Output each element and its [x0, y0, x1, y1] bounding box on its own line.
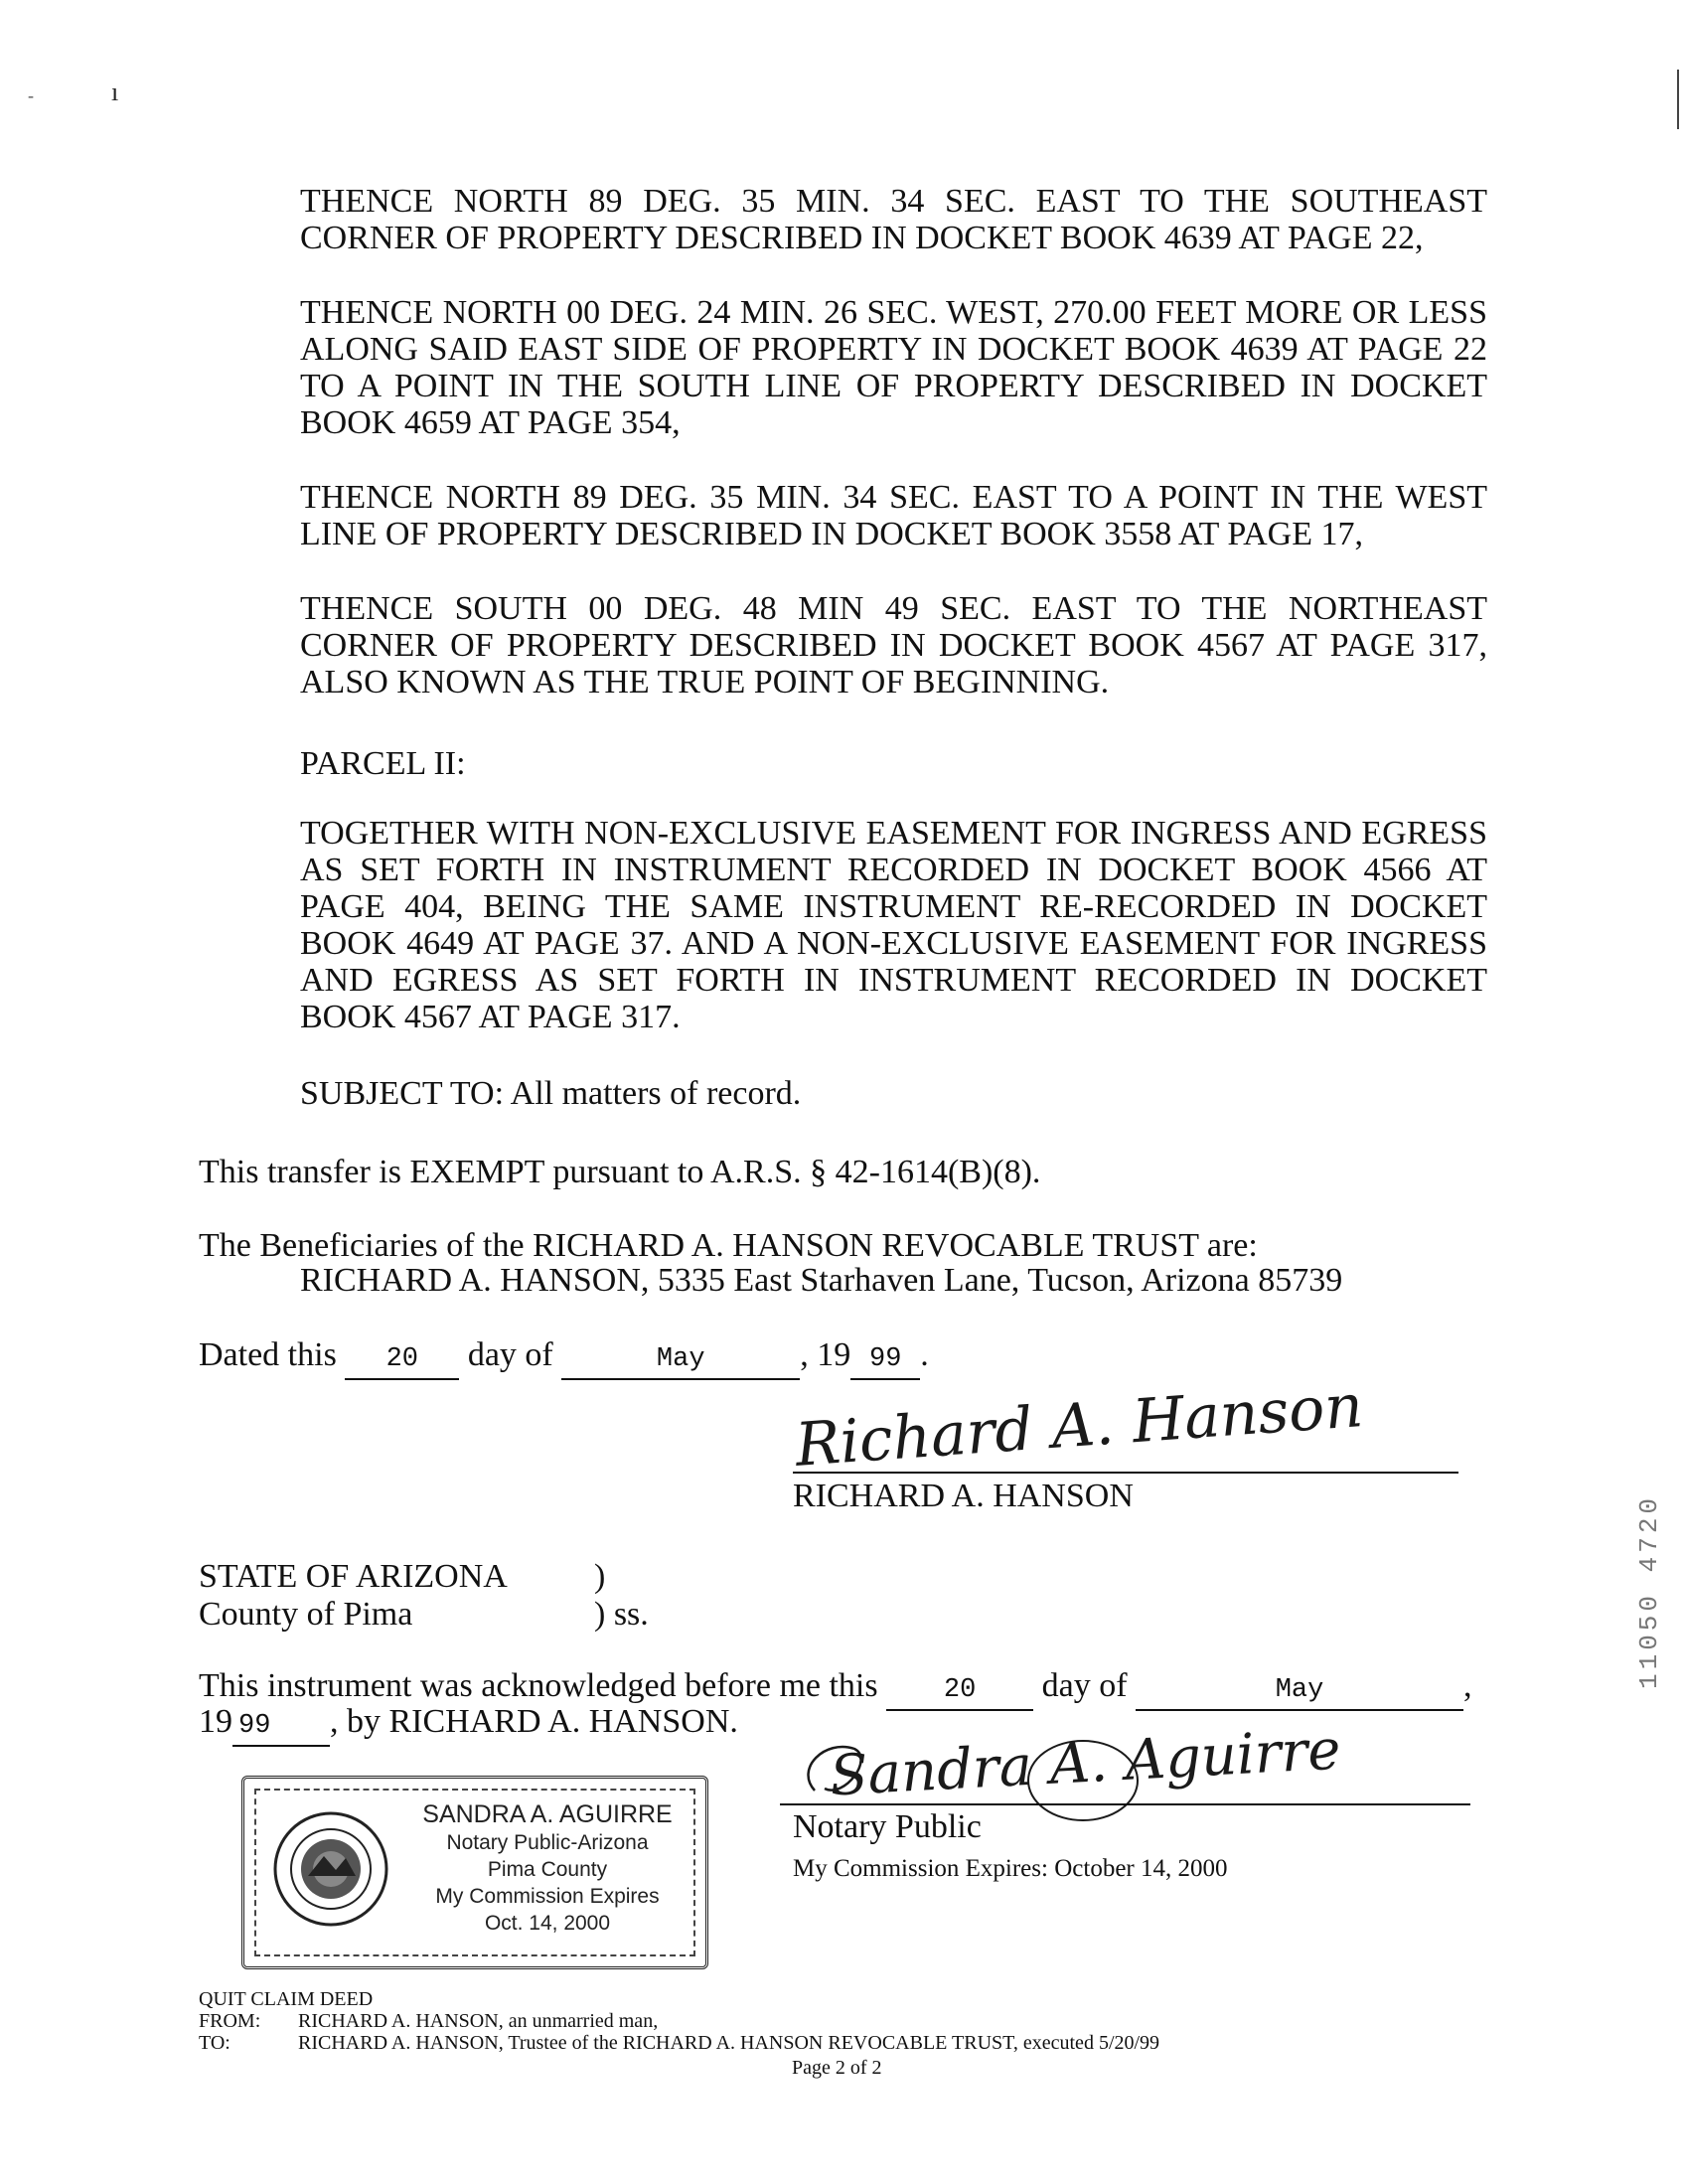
dated-line [199, 1336, 929, 1380]
scan-mark: - [28, 85, 34, 105]
dated-year: 99 [850, 1340, 920, 1380]
ack-suffix: , by RICHARD A. HANSON. [330, 1703, 738, 1740]
stamp-date: Oct. 14, 2000 [484, 1912, 611, 1935]
stamp-title: Notary Public-Arizona [446, 1831, 649, 1854]
paragraph-course-2: THENCE NORTH 00 DEG. 24 MIN. 26 SEC. WEST, 270.00 FEET MORE OR LESS ALONG SAID EAST SIDE OF PROPERTY IN DOCKET BOOK 4639 AT PAGE 22 TO A POINT IN THE SOUTH LINE OF PROPERTY DESCRIBED IN DOCKET BOOK 4659 AT PAGE 354, [300, 294, 1487, 441]
grantor-signature-line [793, 1472, 1458, 1474]
paragraph-course-3: THENCE NORTH 89 DEG. 35 MIN. 34 SEC. EAST TO A POINT IN THE WEST LINE OF PROPERTY DESCRIBED IN DOCKET BOOK 3558 AT PAGE 17, [300, 479, 1487, 552]
recording-number: 11050 4720 [1634, 1493, 1664, 1689]
stamp-county: Pima County [487, 1858, 608, 1881]
commission-date: October 14, 2000 [1054, 1855, 1228, 1882]
venue-ss: ) ss. [594, 1596, 649, 1633]
footer-to-label: TO: [199, 2032, 230, 2054]
paragraph-course-4: THENCE SOUTH 00 DEG. 48 MIN 49 SEC. EAST TO THE NORTHEAST CORNER OF PROPERTY DESCRIBED IN DOCKET BOOK 4567 AT PAGE 317, ALSO KNOWN AS THE TRUE POINT OF BEGINNING. [300, 590, 1487, 701]
ack-comma: , [1463, 1667, 1472, 1704]
scan-mark: ı [111, 78, 119, 106]
page-number: Page 2 of 2 [792, 2057, 882, 2079]
ack-day: 20 [886, 1671, 1033, 1711]
paragraph-easement: TOGETHER WITH NON-EXCLUSIVE EASEMENT FOR INGRESS AND EGRESS AS SET FORTH IN INSTRUMENT RECORDED IN DOCKET BOOK 4566 AT PAGE 404, BEING THE SAME INSTRUMENT RE-RECORDED IN DOCKET BOOK 4649 AT PAGE 37. AND A NON-EXCLUSIVE EASEMENT FOR INGRESS AND EGRESS AS SET FORTH IN INSTRUMENT RECORDED IN DOCKET BOOK 4567 AT PAGE 317. [300, 815, 1487, 1035]
notary-signature-line [780, 1803, 1470, 1805]
dated-prefix: Dated this [199, 1336, 337, 1373]
venue-paren: ) [594, 1558, 606, 1595]
footer-doc-type: QUIT CLAIM DEED [199, 1988, 374, 2010]
state-seal-icon [272, 1810, 389, 1928]
grantor-name: RICHARD A. HANSON [793, 1478, 1134, 1514]
venue-county: County of Pima [199, 1596, 413, 1633]
commission-label: My Commission Expires: [793, 1855, 1048, 1882]
footer-from-value: RICHARD A. HANSON, an unmarried man, [298, 2010, 659, 2032]
ack-year-prefix: 19 [199, 1703, 232, 1740]
acknowledgment-line-2 [199, 1703, 738, 1747]
footer-to-value: RICHARD A. HANSON, Trustee of the RICHARD A. HANSON REVOCABLE TRUST, executed 5/20/99 [298, 2032, 1160, 2054]
beneficiary-line: RICHARD A. HANSON, 5335 East Starhaven Lane, Tucson, Arizona 85739 [300, 1262, 1343, 1299]
notary-title: Notary Public [793, 1808, 982, 1845]
notary-commission [793, 1850, 1228, 1888]
dated-mid: day of [467, 1336, 553, 1373]
subject-to: SUBJECT TO: All matters of record. [300, 1075, 802, 1112]
dated-suffix: . [920, 1336, 929, 1373]
beneficiaries-intro: The Beneficiaries of the RICHARD A. HANSON REVOCABLE TRUST are: [199, 1227, 1258, 1264]
exempt-statement: This transfer is EXEMPT pursuant to A.R.S. § 42-1614(B)(8). [199, 1154, 1041, 1190]
stamp-commission: My Commission Expires [435, 1885, 660, 1908]
ack-year: 99 [232, 1707, 330, 1747]
ack-mid: day of [1041, 1667, 1128, 1704]
dated-month: May [561, 1340, 800, 1380]
footer-from-label: FROM: [199, 2010, 261, 2032]
grantor-signature-text: Richard A. Hanson [793, 1371, 1366, 1481]
ack-prefix: This instrument was acknowledged before me this [199, 1667, 878, 1704]
notary-stamp [241, 1776, 708, 1969]
parcel-heading: PARCEL II: [300, 745, 466, 782]
notary-signature-text: Sandra A. Aguirre [828, 1717, 1342, 1809]
stamp-name: SANDRA A. AGUIRRE [422, 1800, 673, 1828]
venue-state: STATE OF ARIZONA [199, 1558, 508, 1595]
edge-mark [1677, 70, 1679, 129]
dated-day: 20 [345, 1340, 459, 1380]
dated-year-prefix: , 19 [800, 1336, 851, 1373]
grantor-signature [793, 1371, 1365, 1481]
ack-month: May [1136, 1671, 1463, 1711]
paragraph-course-1: THENCE NORTH 89 DEG. 35 MIN. 34 SEC. EAST TO THE SOUTHEAST CORNER OF PROPERTY DESCRIBED IN DOCKET BOOK 4639 AT PAGE 22, [300, 183, 1487, 256]
